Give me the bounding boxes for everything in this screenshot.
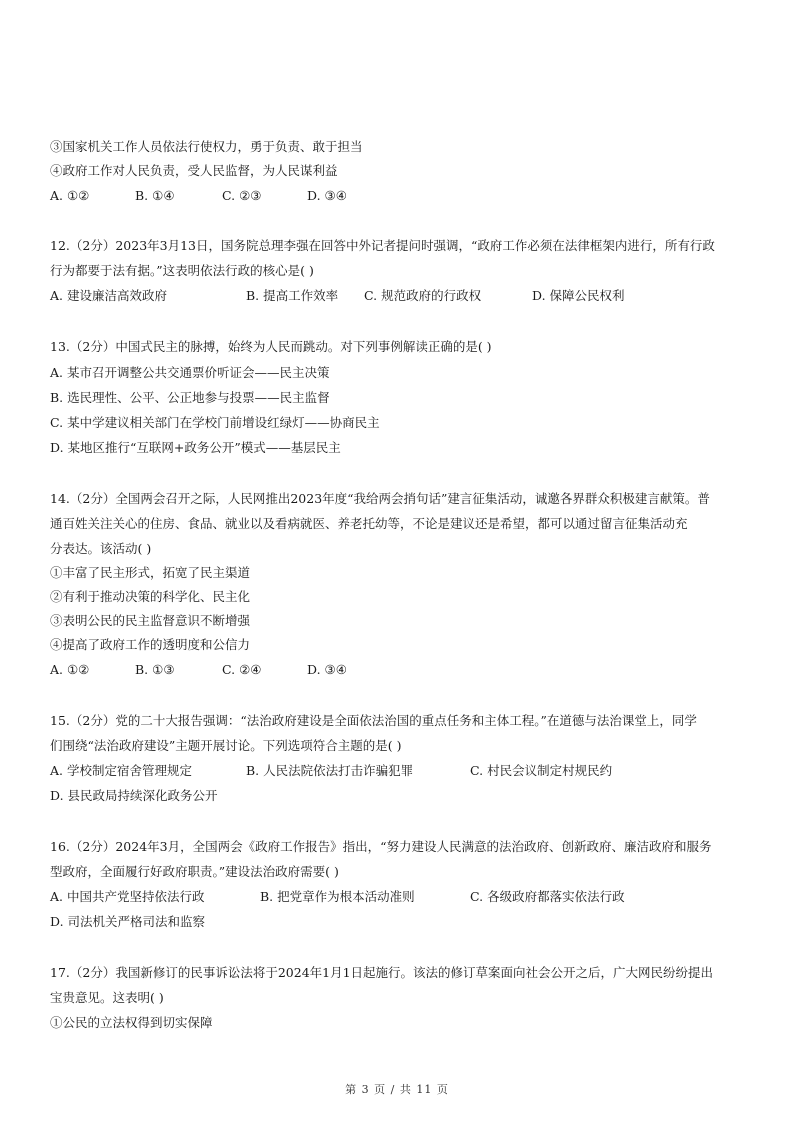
q13-stem-line-1: 13.（2分）中国式民主的脉搏，始终为人民而跳动。对下列事例解读正确的是( ) [50, 339, 492, 354]
q17-statement-1: ①公民的立法权得到切实保障 [50, 1015, 213, 1030]
q17-stem-line-2: 宝贵意见。这表明( ) [50, 990, 164, 1005]
q13-option-b[interactable]: B. 选民理性、公平、公正地参与投票——民主监督 [50, 390, 330, 405]
q11-option-b[interactable]: B. ①④ [135, 188, 175, 203]
q12-option-a[interactable]: A. 建设廉洁高效政府 [50, 288, 167, 303]
page-number-footer: 第 3 页 / 共 11 页 [345, 1083, 449, 1096]
q14-stem-line-3: 分表达。该活动( ) [50, 541, 152, 556]
q14-option-b[interactable]: B. ①③ [135, 662, 175, 677]
q12-stem-line-2: 行为都要于法有据。”这表明依法行政的核心是( ) [50, 263, 314, 278]
q12-stem-line-1: 12.（2分）2023年3月13日，国务院总理李强在回答中外记者提问时强调，“政府工作必须在法律框架内进行，所有行政 [50, 238, 715, 253]
q11-option-a[interactable]: A. ①② [50, 188, 90, 203]
q14-stem-line-1: 14.（2分）全国两会召开之际，人民网推出2023年度“我给两会捎句话”建言征集活动，诚邀各界群众积极建言献策。普 [50, 491, 710, 506]
q12-option-b[interactable]: B. 提高工作效率 [246, 288, 339, 303]
q15-stem-line-2: 们围绕“法治政府建设”主题开展讨论。下列选项符合主题的是( ) [50, 738, 402, 753]
q14-statement-3: ③表明公民的民主监督意识不断增强 [50, 613, 251, 628]
q16-stem-line-2: 型政府，全面履行好政府职责。”建设法治政府需要( ) [50, 864, 339, 879]
q14-statement-4: ④提高了政府工作的透明度和公信力 [50, 637, 251, 652]
q14-option-c[interactable]: C. ②④ [222, 662, 262, 677]
q15-option-c[interactable]: C. 村民会议制定村规民约 [470, 763, 613, 778]
q15-stem-line-1: 15.（2分）党的二十大报告强调：“法治政府建设是全面依法治国的重点任务和主体工程。”在道德与法治课堂上，同学 [50, 713, 697, 728]
q14-option-a[interactable]: A. ①② [50, 662, 90, 677]
q17-stem-line-1: 17.（2分）我国新修订的民事诉讼法将于2024年1月1日起施行。该法的修订草案面向社会公开之后，广大网民纷纷提出 [50, 965, 714, 980]
q11-option-c[interactable]: C. ②③ [222, 188, 262, 203]
q14-option-d[interactable]: D. ③④ [307, 662, 347, 677]
q16-option-b[interactable]: B. 把党章作为根本活动准则 [260, 889, 415, 904]
q16-option-a[interactable]: A. 中国共产党坚持依法行政 [50, 889, 205, 904]
q11-option-d[interactable]: D. ③④ [307, 188, 347, 203]
q14-statement-1: ①丰富了民主形式，拓宽了民主渠道 [50, 565, 251, 580]
q16-option-d[interactable]: D. 司法机关严格司法和监察 [50, 914, 206, 929]
q14-statement-2: ②有利于推动决策的科学化、民主化 [50, 589, 251, 604]
q12-option-c[interactable]: C. 规范政府的行政权 [364, 288, 482, 303]
q13-option-c[interactable]: C. 某中学建议相关部门在学校门前增设红绿灯——协商民主 [50, 415, 380, 430]
q15-option-d[interactable]: D. 县民政局持续深化政务公开 [50, 788, 218, 803]
q16-stem-line-1: 16.（2分）2024年3月，全国两会《政府工作报告》指出，“努力建设人民满意的法治政府、创新政府、廉洁政府和服务 [50, 839, 712, 854]
q12-option-d[interactable]: D. 保障公民权利 [532, 288, 625, 303]
q13-option-a[interactable]: A. 某市召开调整公共交通票价听证会——民主决策 [50, 365, 330, 380]
q11-statement-4: ④政府工作对人民负责，受人民监督，为人民谋利益 [50, 163, 338, 178]
q13-option-d[interactable]: D. 某地区推行“互联网+政务公开”模式——基层民主 [50, 440, 341, 455]
q15-option-a[interactable]: A. 学校制定宿舍管理规定 [50, 763, 192, 778]
q14-stem-line-2: 通百姓关注关心的住房、食品、就业以及看病就医、养老托幼等，不论是建议还是希望，都可以通过留言征集活动充 [50, 516, 688, 531]
q11-statement-3: ③国家机关工作人员依法行使权力，勇于负责、敢于担当 [50, 139, 363, 154]
q16-option-c[interactable]: C. 各级政府都落实依法行政 [470, 889, 625, 904]
q15-option-b[interactable]: B. 人民法院依法打击诈骗犯罪 [246, 763, 414, 778]
